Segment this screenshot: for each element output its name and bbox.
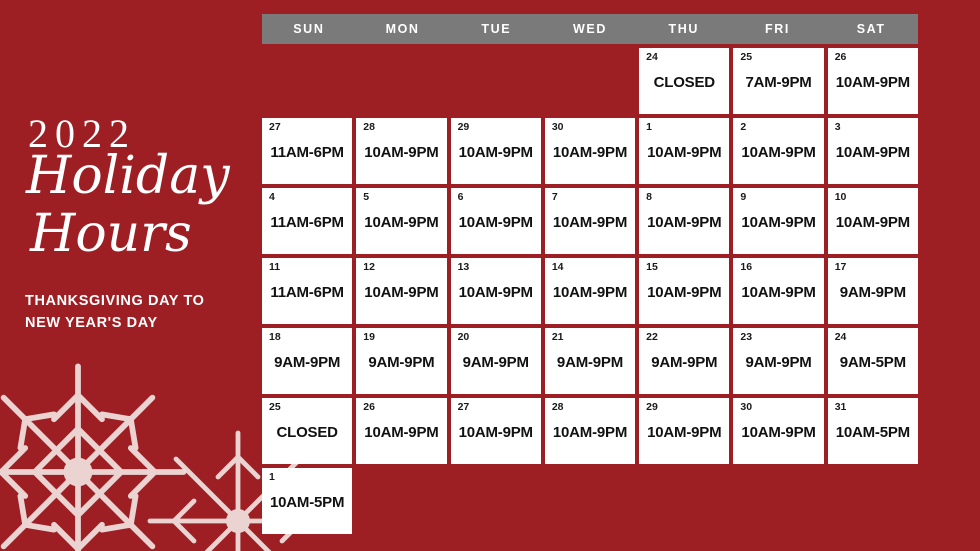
day-number: 24 <box>834 331 847 343</box>
day-number: 23 <box>740 331 753 343</box>
day-hours: 11AM-6PM <box>270 144 344 161</box>
day-number: 20 <box>457 331 470 343</box>
day-number: 6 <box>457 191 464 203</box>
day-number: 17 <box>834 261 847 273</box>
day-hours: 10AM-9PM <box>364 424 439 441</box>
day-hours: 10AM-5PM <box>835 424 910 441</box>
calendar-cell-empty <box>262 48 352 114</box>
day-hours: 9AM-9PM <box>651 354 718 371</box>
day-hours: 10AM-9PM <box>364 284 439 301</box>
calendar-day-cell[interactable] <box>262 188 352 254</box>
day-hours: 10AM-9PM <box>741 214 816 231</box>
day-hours: 11AM-6PM <box>270 284 344 301</box>
day-number: 14 <box>551 261 564 273</box>
day-number: 4 <box>269 191 275 203</box>
calendar-week-row <box>262 48 918 114</box>
day-hours: 10AM-9PM <box>647 284 722 301</box>
calendar-day-cell[interactable] <box>828 188 918 254</box>
calendar-day-cell[interactable] <box>262 398 352 464</box>
weekday-header-fri: FRI <box>764 22 790 36</box>
calendar-day-cell[interactable] <box>828 398 918 464</box>
calendar-week-row <box>262 188 918 254</box>
day-number: 26 <box>834 51 847 63</box>
weekday-header-thu: THU <box>668 22 699 36</box>
day-hours: 10AM-9PM <box>458 214 533 231</box>
day-number: 29 <box>646 401 658 413</box>
day-number: 19 <box>363 331 375 343</box>
day-number: 25 <box>740 51 753 63</box>
calendar-day-cell[interactable] <box>545 328 635 394</box>
day-number: 10 <box>834 191 847 203</box>
calendar-header-row <box>262 14 918 44</box>
day-number: 11 <box>269 261 281 273</box>
day-hours: 10AM-9PM <box>741 424 816 441</box>
calendar-weeks <box>262 48 918 534</box>
weekday-header-sat: SAT <box>856 22 886 36</box>
day-number: 8 <box>646 191 652 203</box>
calendar-day-cell[interactable] <box>545 258 635 324</box>
calendar-day-cell[interactable] <box>733 258 823 324</box>
weekday-header-sun: SUN <box>293 22 325 36</box>
day-number: 22 <box>646 331 658 343</box>
day-hours: 9AM-5PM <box>839 354 906 371</box>
calendar-cell-empty <box>356 468 446 534</box>
day-hours: 10AM-9PM <box>552 424 628 441</box>
day-number: 15 <box>646 261 658 273</box>
calendar-day-cell[interactable] <box>356 328 446 394</box>
calendar-day-cell[interactable] <box>828 328 918 394</box>
day-hours: 10AM-9PM <box>647 144 722 161</box>
calendar-week-row <box>262 258 918 324</box>
day-number: 1 <box>646 121 652 133</box>
day-hours: 10AM-9PM <box>835 214 910 231</box>
day-hours: 7AM-9PM <box>745 74 812 91</box>
calendar-day-cell[interactable] <box>733 188 823 254</box>
day-number: 30 <box>551 121 564 133</box>
day-hours: 9AM-9PM <box>368 354 435 371</box>
title-line-holiday: Holiday <box>26 146 230 206</box>
day-hours: 9AM-9PM <box>745 354 812 371</box>
calendar-day-cell[interactable] <box>733 328 823 394</box>
calendar-day-cell[interactable] <box>356 398 446 464</box>
day-number: 12 <box>363 261 375 273</box>
day-hours: 10AM-9PM <box>552 144 628 161</box>
weekday-header-tue: TUE <box>481 22 512 36</box>
day-hours: 10AM-9PM <box>552 214 628 231</box>
day-number: 27 <box>457 401 470 413</box>
calendar-cell-empty <box>451 48 541 114</box>
day-hours: 10AM-9PM <box>835 144 910 161</box>
calendar-day-cell[interactable] <box>639 118 729 184</box>
calendar-day-cell[interactable] <box>828 48 918 114</box>
day-hours: 10AM-9PM <box>741 284 816 301</box>
day-number: 28 <box>551 401 564 413</box>
calendar-cell-empty <box>356 48 446 114</box>
day-hours: 10AM-9PM <box>835 74 910 91</box>
day-hours: 9AM-9PM <box>462 354 529 371</box>
day-number: 3 <box>834 121 841 133</box>
day-number: 9 <box>740 191 747 203</box>
day-hours: 10AM-9PM <box>458 284 533 301</box>
calendar-day-cell[interactable] <box>262 258 352 324</box>
day-number: 24 <box>646 51 658 63</box>
calendar <box>262 14 918 534</box>
calendar-day-cell[interactable] <box>451 118 541 184</box>
calendar-cell-empty <box>451 468 541 534</box>
calendar-day-cell[interactable] <box>733 48 823 114</box>
day-hours: 11AM-6PM <box>270 214 344 231</box>
calendar-cell-empty <box>639 468 729 534</box>
day-number: 1 <box>269 471 275 483</box>
day-hours: 10AM-9PM <box>741 144 816 161</box>
calendar-day-cell[interactable] <box>451 188 541 254</box>
calendar-day-cell[interactable] <box>262 468 352 534</box>
calendar-week-row <box>262 468 918 534</box>
day-hours: 10AM-9PM <box>647 214 722 231</box>
calendar-day-cell[interactable] <box>356 188 446 254</box>
year-text: 2022 <box>28 111 136 156</box>
day-number: 26 <box>363 401 375 413</box>
day-hours: 9AM-9PM <box>556 354 624 371</box>
title-line-hours: Hours <box>30 204 192 264</box>
day-number: 30 <box>740 401 753 413</box>
day-number: 13 <box>457 261 470 273</box>
calendar-day-cell[interactable] <box>545 398 635 464</box>
day-number: 21 <box>551 331 564 343</box>
weekday-header-mon: MON <box>385 22 420 36</box>
calendar-week-row <box>262 398 918 464</box>
calendar-day-cell[interactable] <box>545 188 635 254</box>
day-hours: 10AM-5PM <box>270 494 345 511</box>
calendar-day-cell[interactable] <box>639 188 729 254</box>
calendar-day-cell[interactable] <box>828 258 918 324</box>
day-number: 2 <box>740 121 747 133</box>
calendar-day-cell[interactable] <box>733 118 823 184</box>
calendar-day-cell[interactable] <box>545 118 635 184</box>
calendar-day-cell[interactable] <box>639 328 729 394</box>
day-hours: 10AM-9PM <box>458 424 533 441</box>
day-hours: 9AM-9PM <box>274 354 341 371</box>
day-number: 28 <box>363 121 375 133</box>
day-number: 7 <box>551 191 558 203</box>
calendar-cell-empty <box>545 468 635 534</box>
day-number: 27 <box>269 121 281 133</box>
day-hours: 10AM-9PM <box>458 144 533 161</box>
calendar-day-cell[interactable] <box>639 398 729 464</box>
snowflake-icon <box>0 352 198 551</box>
left-panel <box>0 0 262 551</box>
calendar-day-cell[interactable] <box>451 258 541 324</box>
calendar-day-cell[interactable] <box>733 398 823 464</box>
calendar-day-cell[interactable] <box>451 328 541 394</box>
day-number: 31 <box>834 401 847 413</box>
day-number: 18 <box>269 331 281 343</box>
calendar-cell-empty <box>733 468 823 534</box>
calendar-week-row <box>262 328 918 394</box>
day-hours: CLOSED <box>276 424 338 441</box>
day-hours: 10AM-9PM <box>647 424 722 441</box>
day-hours: 9AM-9PM <box>839 284 906 301</box>
calendar-day-cell[interactable] <box>262 328 352 394</box>
subtitle-text: THANKSGIVING DAY TO NEW YEAR'S DAY <box>25 293 205 332</box>
day-number: 5 <box>363 191 370 203</box>
calendar-day-cell[interactable] <box>356 118 446 184</box>
day-number: 16 <box>740 261 753 273</box>
calendar-day-cell[interactable] <box>262 118 352 184</box>
day-number: 29 <box>457 121 470 133</box>
day-number: 25 <box>269 401 281 413</box>
calendar-day-cell[interactable] <box>356 258 446 324</box>
day-hours: 10AM-9PM <box>552 284 628 301</box>
calendar-cell-empty <box>545 48 635 114</box>
day-hours: CLOSED <box>653 74 715 91</box>
calendar-week-row <box>262 118 918 184</box>
day-hours: 10AM-9PM <box>364 214 439 231</box>
calendar-cell-empty <box>828 468 918 534</box>
calendar-day-cell[interactable] <box>828 118 918 184</box>
calendar-day-cell[interactable] <box>639 48 729 114</box>
calendar-day-cell[interactable] <box>639 258 729 324</box>
calendar-day-cell[interactable] <box>451 398 541 464</box>
weekday-header-wed: WED <box>573 22 607 36</box>
day-hours: 10AM-9PM <box>364 144 439 161</box>
